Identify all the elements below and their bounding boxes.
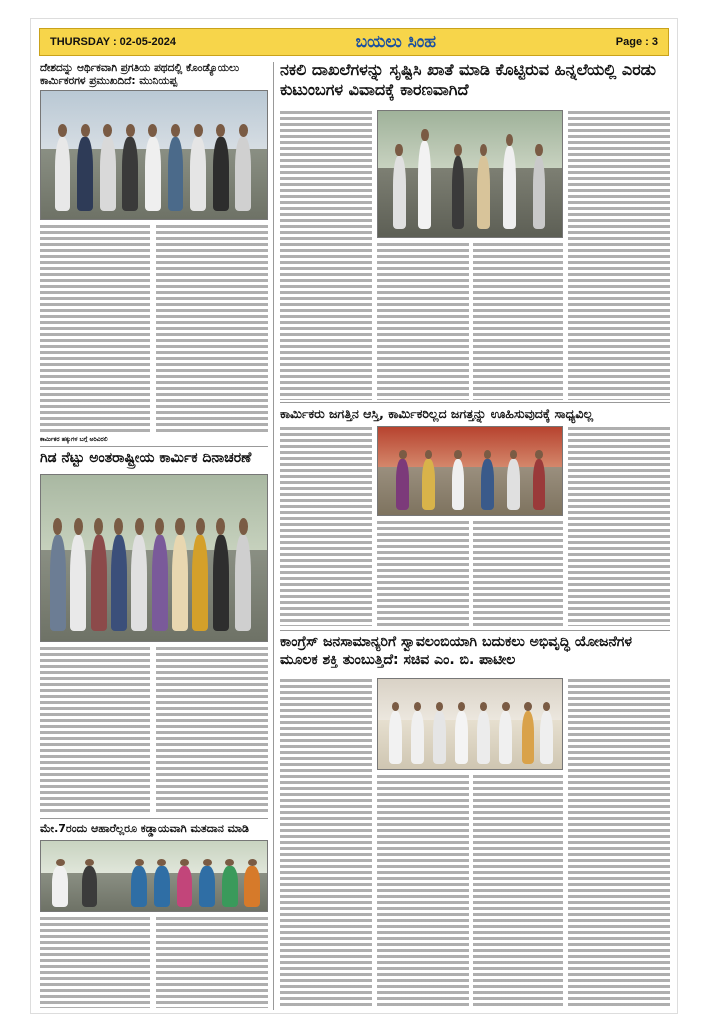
story-4-text-a xyxy=(280,426,372,626)
newspaper-title: ಬಯಲು ಸಿಂಹ xyxy=(355,32,437,52)
story-1-headline: ದೇಶದನ್ನು ಆರ್ಥಿಕವಾಗಿ ಪ್ರಗತಿಯ ಪಥದಲ್ಲಿ ಕೊಂಡ್ಯೊಯಲು ಕಾರ್ಮಿಕರಗಳ ಪ್ರಮುಖದಿದೆ: ಮುನಿಯಪ್ಪ xyxy=(40,62,240,88)
person-head xyxy=(510,450,517,459)
story-4-text-b xyxy=(568,426,670,626)
person-head xyxy=(454,144,461,157)
story-6-text-a xyxy=(40,916,150,1008)
person-head xyxy=(94,518,103,535)
issue-date: THURSDAY : 02-05-2024 xyxy=(50,36,176,48)
person-head xyxy=(425,450,432,459)
story-4-text-d xyxy=(473,520,563,626)
story-4-headline: ಕಾರ್ಮಿಕರು ಜಗತ್ತಿನ ಆಸ್ತಿ, ಕಾರ್ಮಿಕರಿಲ್ಲದ ಜಗತ್ತನ್ನು ಊಹಿಸುವುದಕ್ಕೆ ಸಾಧ್ಯವಿಲ್ಲ xyxy=(280,406,594,421)
newspaper-page xyxy=(30,18,678,1014)
person-head xyxy=(484,450,491,459)
person-head xyxy=(454,450,461,459)
story-5-photo xyxy=(377,678,563,770)
person-head xyxy=(216,518,225,535)
masthead xyxy=(39,28,669,56)
story-5-text-b xyxy=(568,678,670,1008)
person-head xyxy=(524,702,531,711)
person-head xyxy=(395,144,402,157)
story-5-text-d xyxy=(473,774,563,1008)
story-2-text-b xyxy=(568,110,670,400)
person-head xyxy=(535,144,542,157)
person-head xyxy=(126,124,135,137)
story-2-text-c xyxy=(377,242,469,400)
divider xyxy=(280,402,670,403)
person-head xyxy=(135,859,144,866)
story-3-headline: ಗಿಡ ನೆಟ್ಟು ಅಂತರಾಷ್ಟ್ರೀಯ ಕಾರ್ಮಿಕ ದಿನಾಚರಣೆ xyxy=(40,450,252,466)
person-head xyxy=(239,518,248,535)
story-2-photo xyxy=(377,110,563,238)
person-head xyxy=(502,702,509,711)
story-4-text-c xyxy=(377,520,469,626)
story-5-text-c xyxy=(377,774,469,1008)
person-head xyxy=(421,129,428,142)
page-number: Page : 3 xyxy=(615,36,658,48)
story-3-text-a xyxy=(40,646,150,814)
person-head xyxy=(155,518,164,535)
person-head xyxy=(175,518,184,535)
person-head xyxy=(535,450,542,459)
story-5-text-a xyxy=(280,678,372,1008)
story-3-text-b xyxy=(156,646,268,814)
person-head xyxy=(58,124,67,137)
story-1-subhead: ಕಾರ್ಮಿಕರ ಹಕ್ಕುಗಳ ಬಗ್ಗೆ ಅರಿವಿರಲಿ xyxy=(40,436,108,443)
story-1-photo xyxy=(40,90,268,220)
divider xyxy=(280,630,670,631)
story-6-photo xyxy=(40,840,268,912)
divider xyxy=(40,818,268,819)
person-head xyxy=(239,124,248,137)
story-1-text-b xyxy=(156,224,268,434)
person-head xyxy=(74,518,83,535)
story-2-text-a xyxy=(280,110,372,400)
person-head xyxy=(399,450,406,459)
story-2-text-d xyxy=(473,242,563,400)
person-head xyxy=(203,859,212,866)
story-1-text-a xyxy=(40,224,150,434)
person-head xyxy=(196,518,205,535)
story-2-headline: ನಕಲಿ ದಾಖಲೆಗಳನ್ನು ಸೃಷ್ಟಿಸಿ ಖಾತೆ ಮಾಡಿ ಕೊಟ್ಟಿರುವ ಹಿನ್ನಲೆಯಲ್ಲಿ ಎರಡು ಕುಟುಂಬಗಳ ವಿವಾದಕ್ಕೆ ಕಾರಣವಾಗಿದೆ xyxy=(280,60,656,99)
person-head xyxy=(248,859,257,866)
story-5-headline: ಕಾಂಗ್ರೆಸ್ ಜನಸಾಮಾನ್ಯರಿಗೆ ಸ್ವಾವಲಂಬಿಯಾಗಿ ಬದುಕಲು ಅಭಿವೃದ್ಧಿ ಯೋಜನೆಗಳ ಮೂಲಕ ಶಕ್ತಿ ತುಂಬುತ್ತಿದೆ: ಸಚಿವ ಎಂ. ಬಿ. ಪಾಟೀಲ xyxy=(280,634,632,668)
story-6-text-b xyxy=(156,916,268,1008)
story-3-photo xyxy=(40,474,268,642)
person-head xyxy=(171,124,180,137)
person-head xyxy=(194,124,203,137)
column-divider xyxy=(273,62,274,1010)
person-head xyxy=(81,124,90,137)
story-4-photo xyxy=(377,426,563,516)
person-head xyxy=(135,518,144,535)
divider xyxy=(40,446,268,447)
story-6-headline: ಮೇ.7ರಂದು ಆಹಾರೆಲ್ಲರೂ ಕಡ್ಡಾಯವಾಗಿ ಮತದಾನ ಮಾಡಿ xyxy=(40,822,249,835)
person-head xyxy=(56,859,65,866)
